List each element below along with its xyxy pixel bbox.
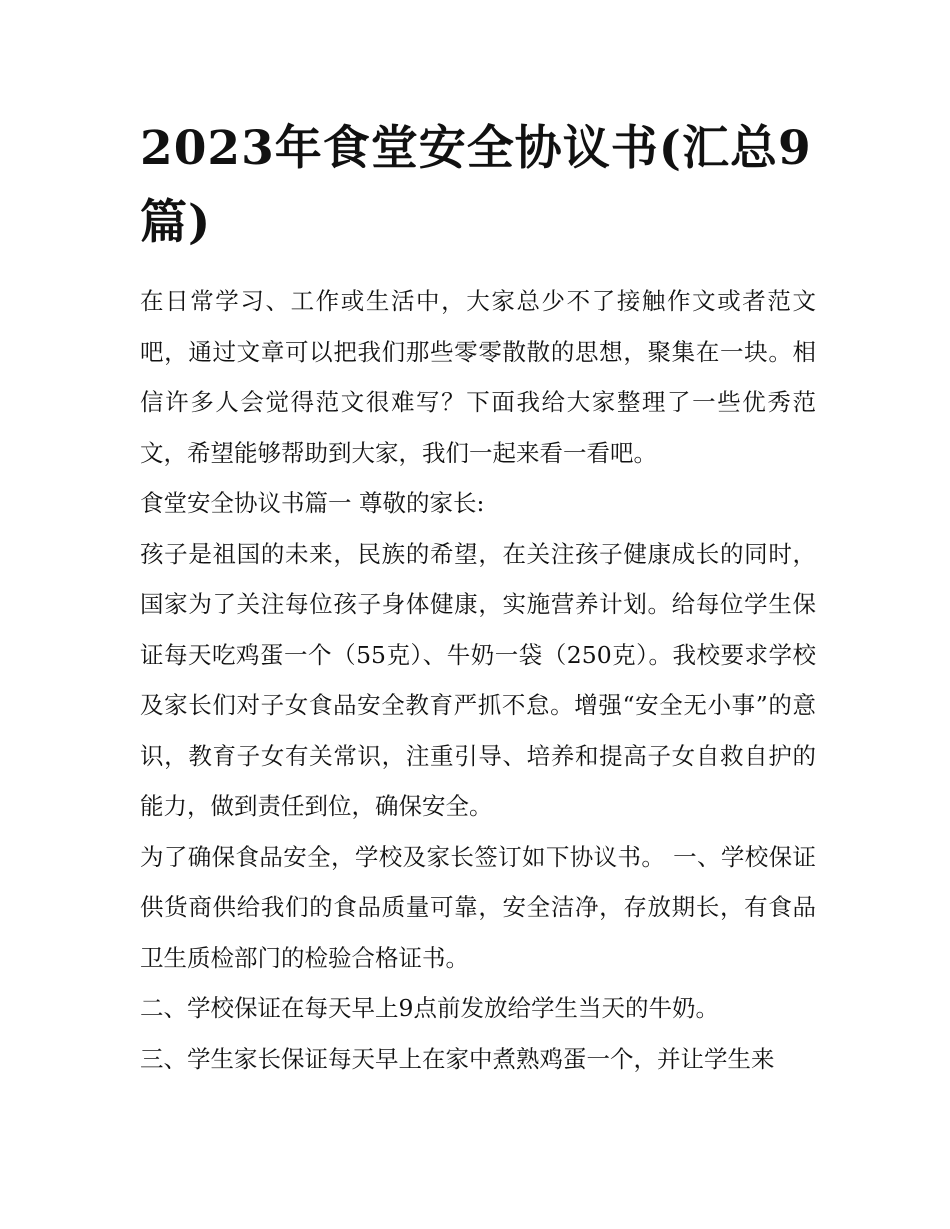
document-body: [140, 276, 816, 1084]
paragraph-notice: 孩子是祖国的未来，民族的希望，在关注孩子健康成长的同时，国家为了关注每位孩子身体健康，实施营养计划。给每位学生保证每天吃鸡蛋一个（55克）、牛奶一袋（250克）。我校要求学校及家长们对子女食品安全教育严抓不怠。增强“安全无小事”的意识，教育子女有关常识，注重引导、培养和提高子女自救自护的能力，做到责任到位，确保安全。: [140, 539, 816, 820]
paragraph-item-2: 二、学校保证在每天早上9点前发放给学生当天的牛奶。: [140, 994, 719, 1022]
paragraph-item-3: 三、学生家长保证每天早上在家中煮熟鸡蛋一个，并让学生来: [140, 1044, 775, 1073]
paragraph-item-1: 为了确保食品安全，学校及家长签订如下协议书。 一、学校保证供货商供给我们的食品质量可靠，安全洁净，存放期长，有食品卫生质检部门的检验合格证书。: [140, 842, 816, 972]
paragraph-intro: 在日常学习、工作或生活中，大家总少不了接触作文或者范文吧，通过文章可以把我们那些零零散散的思想，聚集在一块。相信许多人会觉得范文很难写？下面我给大家整理了一些优秀范文，希望能够帮助到大家，我们一起来看一看吧。: [140, 287, 816, 467]
document-title: 2023年食堂安全协议书(汇总9篇): [140, 121, 812, 250]
paragraph-heading: 食堂安全协议书篇一 尊敬的家长:: [140, 489, 485, 517]
